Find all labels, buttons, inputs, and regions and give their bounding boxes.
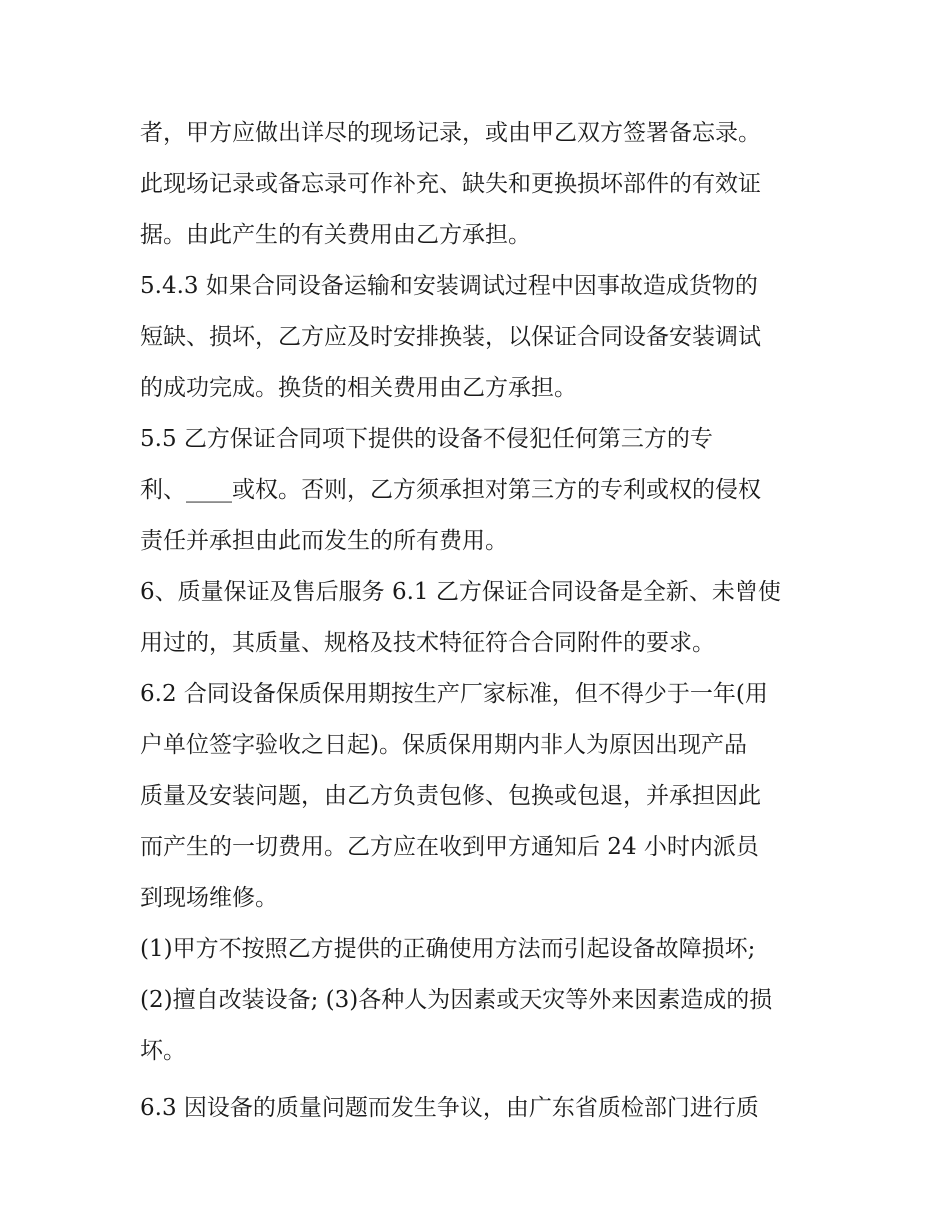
text-line: 6、质量保证及售后服务 6.1 乙方保证合同设备是全新、未曾使 bbox=[140, 579, 781, 605]
text-line: 的成功完成。换货的相关费用由乙方承担。 bbox=[140, 375, 577, 401]
text-line: 坏。 bbox=[140, 1038, 186, 1064]
text-line: 6.2 合同设备保质保用期按生产厂家标准，但不得少于一年(用 bbox=[140, 681, 768, 707]
text-line: (1)甲方不按照乙方提供的正确使用方法而引起设备故障损坏; bbox=[140, 936, 756, 962]
text-line: (2)擅自改装设备; (3)各种人为因素或天灾等外来因素造成的损 bbox=[140, 987, 773, 1013]
text-line: 此现场记录或备忘录可作补充、缺失和更换损坏部件的有效证 bbox=[140, 171, 761, 197]
text-line: 5.5 乙方保证合同项下提供的设备不侵犯任何第三方的专 bbox=[140, 426, 713, 452]
text-line: 责任并承担由此而发生的所有费用。 bbox=[140, 528, 508, 554]
text-line: 5.4.3 如果合同设备运输和安装调试过程中因事故造成货物的 bbox=[140, 273, 758, 299]
text-line: 到现场维修。 bbox=[140, 885, 278, 911]
text-line: 据。由此产生的有关费用由乙方承担。 bbox=[140, 222, 531, 248]
text-line: 短缺、损坏，乙方应及时安排换装，以保证合同设备安装调试 bbox=[140, 324, 761, 350]
text-line: 6.3 因设备的质量问题而发生争议，由广东省质检部门进行质 bbox=[140, 1095, 759, 1121]
text-line: 者，甲方应做出详尽的现场记录，或由甲乙双方签署备忘录。 bbox=[140, 120, 761, 146]
text-line: 而产生的一切费用。乙方应在收到甲方通知后 24 小时内派员 bbox=[140, 834, 759, 860]
text-line: 质量及安装问题，由乙方负责包修、包换或包退，并承担因此 bbox=[140, 783, 761, 809]
text-line: 户单位签字验收之日起)。保质保用期内非人为原因出现产品 bbox=[140, 732, 747, 758]
text-line: 用过的，其质量、规格及技术特征符合合同附件的要求。 bbox=[140, 630, 715, 656]
text-line: 利、____或权。否则，乙方须承担对第三方的专利或权的侵权 bbox=[140, 477, 761, 503]
document-body bbox=[140, 108, 820, 1134]
